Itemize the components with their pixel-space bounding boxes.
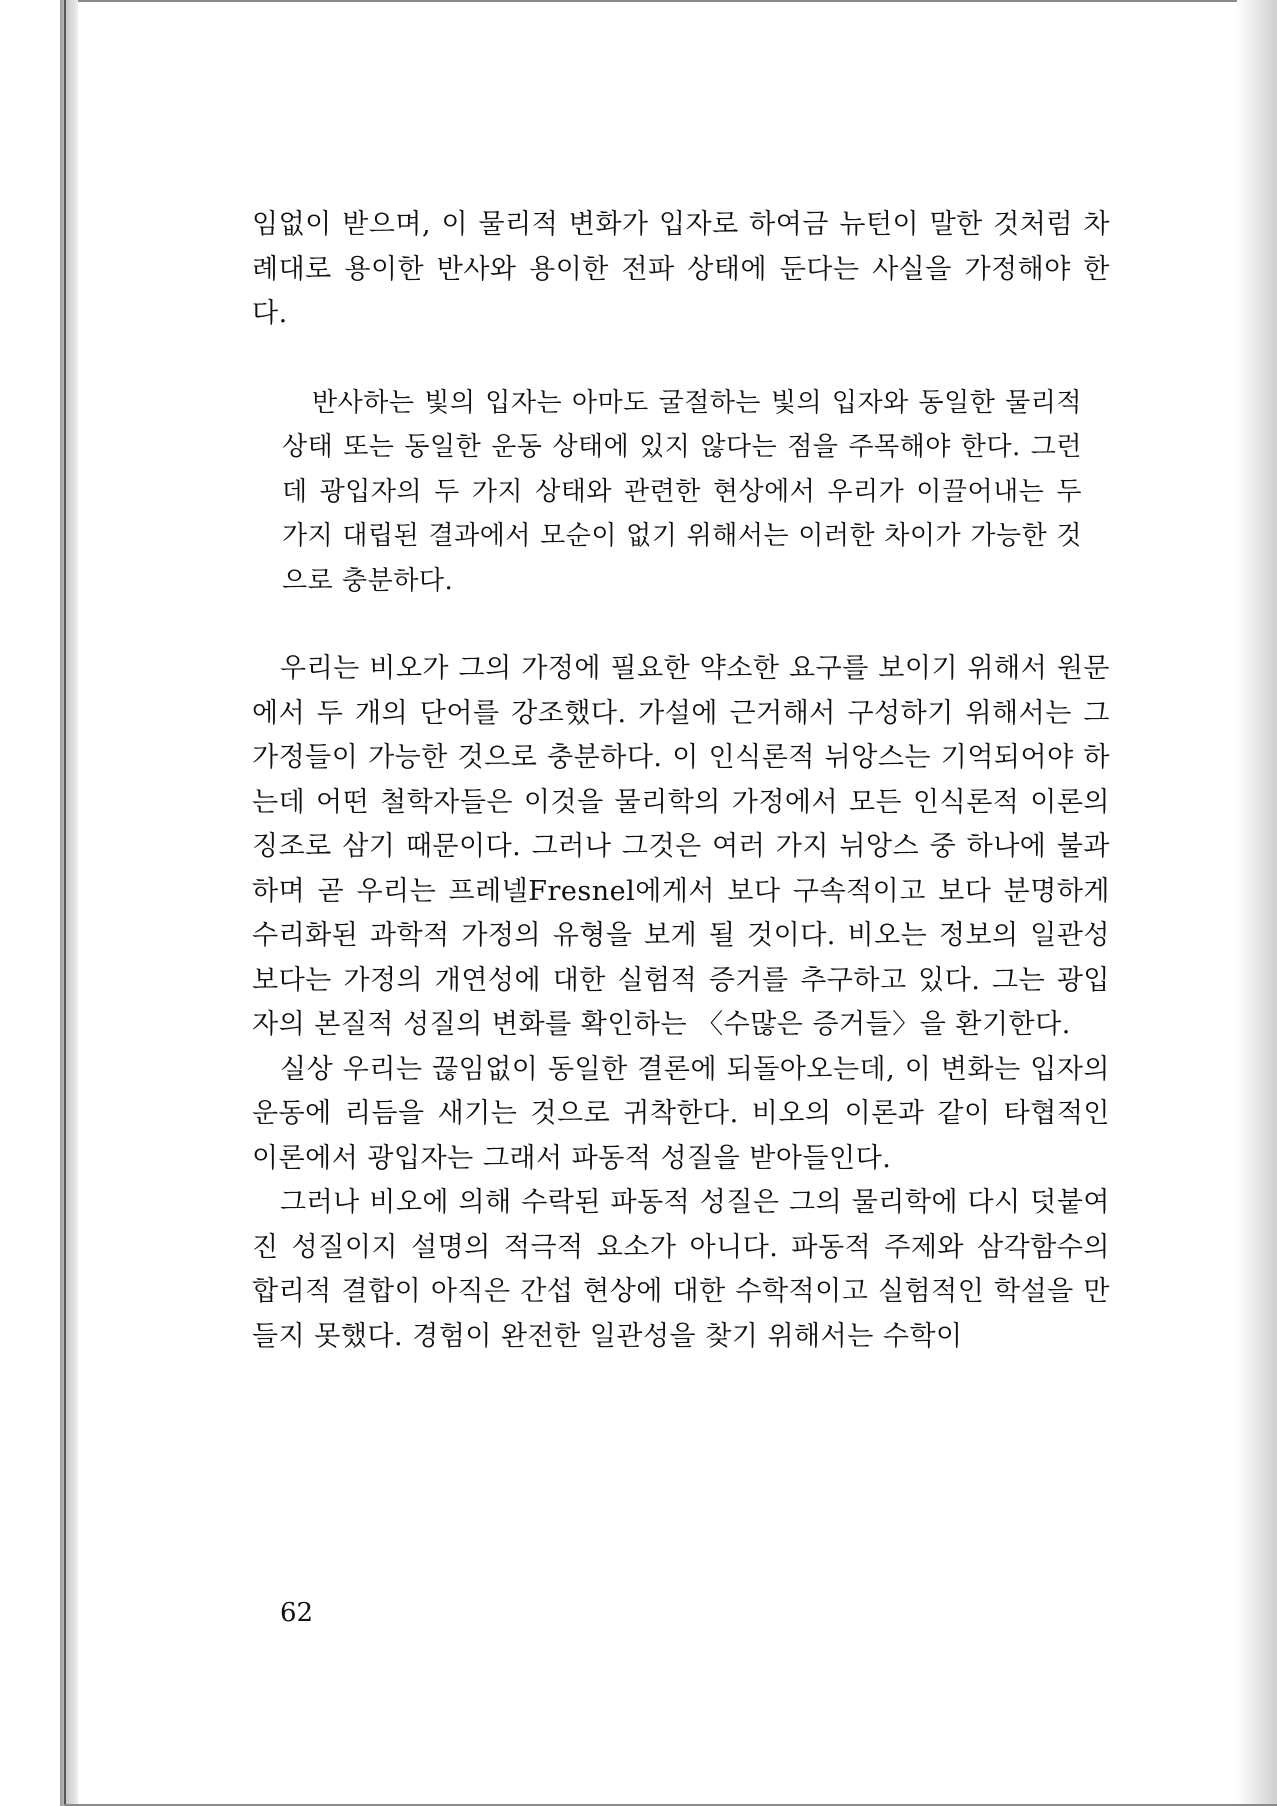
page-number: 62 — [280, 1598, 314, 1628]
book-spine-edge — [64, 0, 66, 1806]
block-quote-text: 반사하는 빛의 입자는 아마도 굴절하는 빛의 입자와 동일한 물리적 상태 또는 동일한 운동 상태에 있지 않다는 점을 주목해야 한다. 그런데 광입자의 두 가지 상태와 관련한 현상에서 우리가 이끌어내는 두 가지 대립된 결과에서 모순이 없기 위해서는 이러한 차이가 가능한 것으로 충분하다. — [282, 387, 1082, 596]
book-spine-shadow — [60, 0, 78, 1806]
page-top-edge — [64, 0, 1277, 2]
paragraph-3: 실상 우리는 끊임없이 동일한 결론에 되돌아오는데, 이 변화는 입자의 운동에 리듬을 새기는 것으로 귀착한다. 비오의 이론과 같이 타협적인 이론에서 광입자는 그래서 파동적 성질을 받아들인다. — [252, 1053, 1110, 1174]
paragraph-2: 우리는 비오가 그의 가정에 필요한 약소한 요구를 보이기 위해서 원문에서 두 개의 단어를 강조했다. 가설에 근거해서 구성하기 위해서는 그 가정들이 가능한 것으로 충분하다. 이 인식론적 뉘앙스는 기억되어야 하는데 어떤 철학자들은 이것을 물리학의 가정에서 모든 인식론적 이론의 징조로 삼기 때문이다. 그러나 그것은 여러 가지 뉘앙스 중 하나에 불과하며 곧 우리는 프레넬Fresnel에게서 보다 구속적이고 보다 분명하게 수리화된 과학적 가정의 유형을 보게 될 것이다. 비오는 정보의 일관성보다는 가정의 개연성에 대한 실험적 증거를 추구하고 있다. 그는 광입자의 본질적 성질의 변화를 확인하는 〈수많은 증거들〉을 환기한다. — [252, 653, 1110, 1040]
paragraph-4: 그러나 비오에 의해 수락된 파동적 성질은 그의 물리학에 다시 덧붙여진 성질이지 설명의 적극적 요소가 아니다. 파동적 주제와 삼각함수의 합리적 결합이 아직은 간섭 현상에 대한 수학적이고 실험적인 학설을 만들지 못했다. 경험이 완전한 일관성을 찾기 위해서는 수학이 — [252, 1187, 1110, 1352]
page-right-shadow — [1237, 0, 1277, 1806]
page-body-text — [252, 203, 1110, 1359]
paragraph-1: 임없이 받으며, 이 물리적 변화가 입자로 하여금 뉴턴이 말한 것처럼 차례대로 용이한 반사와 용이한 전파 상태에 둔다는 사실을 가정해야 한다. — [252, 209, 1110, 329]
block-quote — [282, 381, 1082, 604]
